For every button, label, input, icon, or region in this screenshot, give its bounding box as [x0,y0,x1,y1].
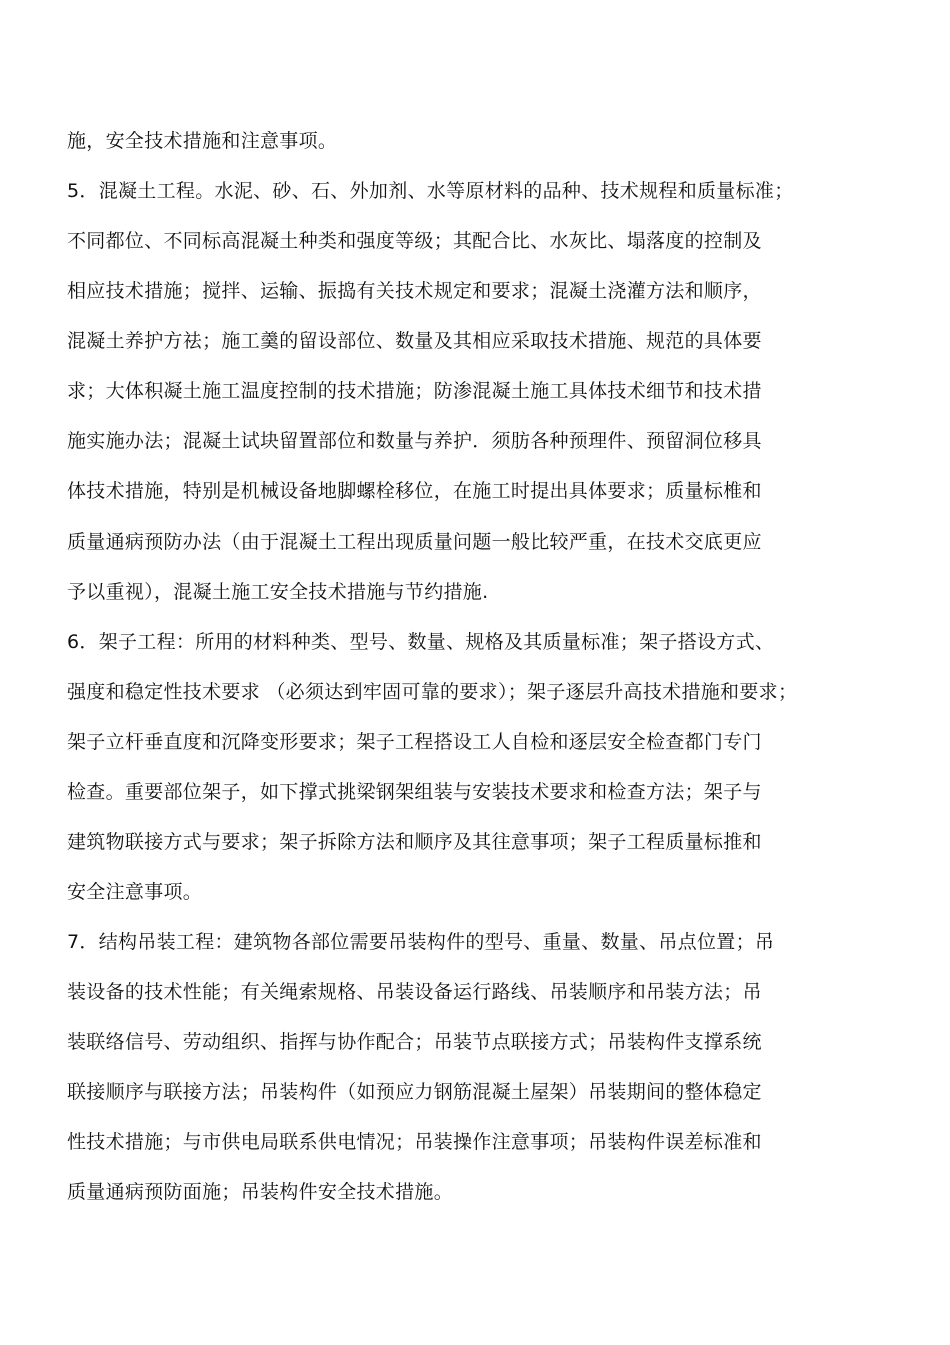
text-line: 施，安全技术措施和注意事项。 [67,130,338,152]
text-line: 相应技术措施；搅拌、运输、振捣有关技术规定和要求；混凝土浇灌方法和顺序， [67,280,762,302]
text-line: 质量通病预防办法（由于混凝土工程出现质量问题一般比较严重，在技术交底更应 [67,531,762,553]
text-line: 7．结构吊装工程：建筑物各部位需要吊装构件的型号、重量、数量、吊点位置；吊 [67,931,775,953]
text-line: 予以重视），混凝土施工安全技术措施与节约措施. [67,581,489,603]
text-line: 检查。重要部位架子，如下撑式挑梁钢架组装与安装技术要求和检查方法；架子与 [67,781,762,803]
text-line: 5．混凝土工程。水泥、砂、石、外加剂、水等原材料的品种、技术规程和质量标准； [67,180,794,202]
text-line: 装设备的技术性能；有关绳索规格、吊装设备运行路线、吊装顺序和吊装方法；吊 [67,981,762,1003]
text-line: 强度和稳定性技术要求 （必须达到牢固可靠的要求）；架子逐层升高技术措施和要求； [67,681,798,703]
text-line: 架子立杆垂直度和沉降变形要求；架子工程搭设工人自检和逐层安全检查都门专门 [67,731,762,753]
text-line: 施实施办法；混凝土试块留置部位和数量与养护．须肪各种预理件、预留洞位移具 [67,430,762,452]
text-line: 求；大体积凝土施工温度控制的技术措施；防渗混凝土施工具体技术细节和技术措 [67,380,762,402]
text-line: 体技术措施，特别是机械设备地脚螺栓移位，在施工时提出具体要求；质量标椎和 [67,480,762,502]
text-line: 联接顺序与联接方法；吊装构件（如预应力钢筋混凝土屋架）吊装期间的整体稳定 [67,1081,762,1103]
text-line: 装联络信号、劳动组织、指挥与协作配合；吊装节点联接方式；吊装构件支撑系统 [67,1031,762,1053]
text-line: 混凝土养护方祛；施工羹的留设部位、数量及其相应采取技术措施、规范的具体要 [67,330,762,352]
text-line: 安全注意事项。 [67,881,203,903]
text-line: 不同都位、不同标高混凝土种类和强度等级；其配合比、水灰比、塌落度的控制及 [67,230,762,252]
text-line: 性技术措施；与市供电局联系供电情况；吊装操作注意事项；吊装构件误差标准和 [67,1131,762,1153]
text-line: 建筑物联接方式与要求；架子拆除方法和顺序及其往意事项；架子工程质量标推和 [67,831,762,853]
text-line: 6．架子工程：所用的材料种类、型号、数量、规格及其质量标准；架子搭设方式、 [67,631,775,653]
text-line: 质量通病预防面施；吊装构件安全技术措施。 [67,1181,454,1203]
